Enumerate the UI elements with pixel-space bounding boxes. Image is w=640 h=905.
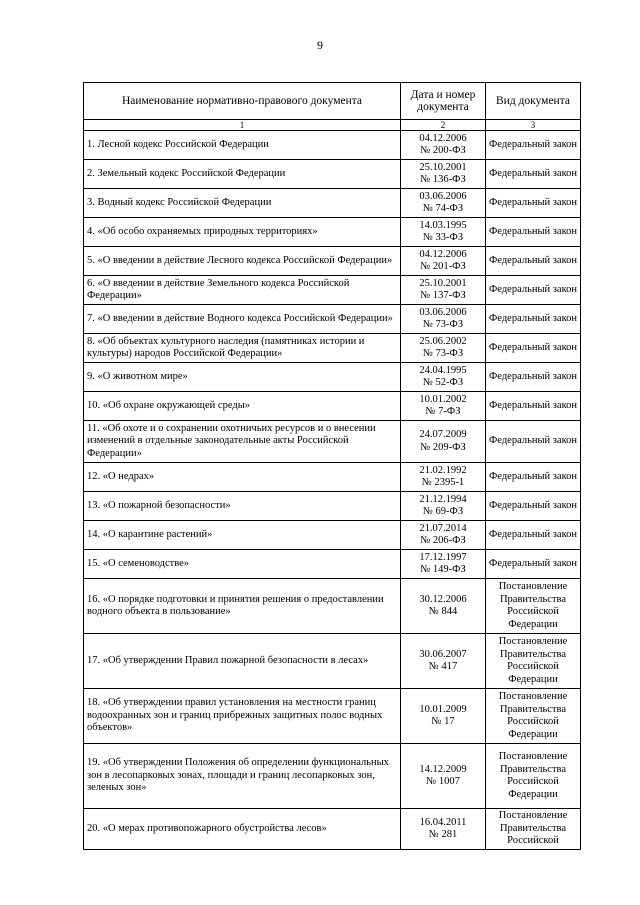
document-date: 03.06.2006 [419, 190, 467, 202]
document-type-cell: Федеральный закон [486, 421, 581, 463]
document-type-cell: Федеральный закон [486, 334, 581, 363]
date-number-cell [401, 131, 486, 160]
document-name-cell: 13. «О пожарной безопасности» [84, 492, 401, 521]
document-name-cell: 12. «О недрах» [84, 463, 401, 492]
document-date: 24.07.2009 [419, 429, 467, 440]
document-name-cell: 4. «Об особо охраняемых природных территориях» [84, 218, 401, 247]
header-date-number: Дата и номер документа [401, 83, 486, 120]
document-number: № 1007 [426, 776, 460, 787]
document-date: 04.12.2006 [419, 132, 467, 144]
table-row [84, 392, 581, 421]
table-row [84, 276, 581, 305]
document-type-cell: Федеральный закон [486, 463, 581, 492]
document-date: 10.01.2002 [419, 393, 467, 405]
document-type-cell: Постановление Правительства Российской [486, 809, 581, 850]
date-number-cell [401, 492, 486, 521]
document-number: № 73-ФЗ [422, 348, 464, 359]
document-number: № 73-ФЗ [422, 319, 464, 330]
document-type-cell: Федеральный закон [486, 550, 581, 579]
document-name-cell: 20. «О мерах противопожарного обустройства лесов» [84, 809, 401, 850]
document-name-cell: 2. Земельный кодекс Российской Федерации [84, 160, 401, 189]
date-number-cell [401, 744, 486, 809]
table-row [84, 160, 581, 189]
document-number: № 136-ФЗ [420, 174, 466, 185]
document-name-cell: 7. «О введении в действие Водного кодекса Российской Федерации» [84, 305, 401, 334]
header-document-name: Наименование нормативно-правового документа [84, 83, 401, 120]
document-date: 10.01.2009 [419, 703, 467, 715]
column-number: 1 [84, 120, 401, 131]
column-number: 3 [486, 120, 581, 131]
date-number-cell [401, 521, 486, 550]
date-number-cell [401, 463, 486, 492]
document-number: № 52-ФЗ [422, 377, 464, 388]
date-number-cell [401, 247, 486, 276]
table-row [84, 689, 581, 744]
document-number: № 206-ФЗ [420, 535, 466, 546]
document-name-cell: 6. «О введении в действие Земельного кодекса Российской Федерации» [84, 276, 401, 305]
document-name-cell: 3. Водный кодекс Российской Федерации [84, 189, 401, 218]
document-type-cell: Федеральный закон [486, 392, 581, 421]
date-number-cell [401, 809, 486, 850]
document-name-cell: 8. «Об объектах культурного наследия (памятниках истории и культуры) народов Российской Федерации» [84, 334, 401, 363]
table-row [84, 809, 581, 850]
date-number-cell [401, 421, 486, 463]
document-number: № 201-ФЗ [420, 261, 466, 272]
document-name-cell: 10. «Об охране окружающей среды» [84, 392, 401, 421]
document-type-cell: Федеральный закон [486, 160, 581, 189]
document-date: 04.12.2006 [419, 248, 467, 260]
date-number-cell [401, 305, 486, 334]
column-number: 2 [401, 120, 486, 131]
date-number-cell [401, 550, 486, 579]
header-document-type: Вид документа [486, 83, 581, 120]
document-name-cell: 18. «Об утверждении правил установления на местности границ водоохранных зон и границ прибрежных защитных полос водных объектов» [84, 689, 401, 744]
document-date: 14.12.2009 [419, 763, 467, 775]
table-row [84, 492, 581, 521]
table-row [84, 634, 581, 689]
document-type-cell: Постановление Правительства Российской Федерации [486, 689, 581, 744]
date-number-cell [401, 634, 486, 689]
document-number: № 74-ФЗ [422, 203, 464, 214]
document-name-cell: 1. Лесной кодекс Российской Федерации [84, 131, 401, 160]
document-type-cell: Федеральный закон [486, 276, 581, 305]
date-number-cell [401, 689, 486, 744]
document-type-cell: Федеральный закон [486, 363, 581, 392]
table-row [84, 218, 581, 247]
document-number: № 17 [431, 716, 455, 727]
document-number: № 7-ФЗ [425, 406, 461, 417]
document-date: 25.10.2001 [419, 161, 467, 173]
document-type-cell: Федеральный закон [486, 305, 581, 334]
document-number: № 2395-1 [421, 477, 465, 488]
document-number: № 844 [428, 606, 458, 617]
page-number: 9 [317, 38, 323, 52]
document-name-cell: 5. «О введении в действие Лесного кодекса Российской Федерации» [84, 247, 401, 276]
document-date: 21.02.1992 [419, 464, 467, 476]
table-row [84, 305, 581, 334]
document-type-cell: Федеральный закон [486, 218, 581, 247]
document-date: 25.10.2001 [419, 277, 467, 289]
document-date: 21.12.1994 [419, 493, 467, 505]
document-date: 21.07.2014 [419, 522, 467, 534]
document-number: № 281 [428, 829, 458, 840]
date-number-cell [401, 334, 486, 363]
document-name-cell: 11. «Об охоте и о сохранении охотничьих ресурсов и о внесении изменений в отдельные законодательные акты Российской Федерации» [84, 421, 401, 463]
document-date: 30.06.2007 [419, 648, 467, 660]
document-name-cell: 19. «Об утверждении Положения об определении функциональных зон в лесопарковых зонах, площади и границ лесопарковых зон, зеленых зон» [84, 744, 401, 809]
document-date: 16.04.2011 [419, 816, 467, 828]
column-number-row [84, 120, 581, 131]
table-row [84, 550, 581, 579]
table-row [84, 463, 581, 492]
table-row [84, 363, 581, 392]
date-number-cell [401, 218, 486, 247]
document-number: № 137-ФЗ [420, 290, 466, 301]
date-number-cell [401, 160, 486, 189]
table-row [84, 521, 581, 550]
table-row [84, 421, 581, 463]
document-type-cell: Постановление Правительства Российской Федерации [486, 634, 581, 689]
legal-documents-table [83, 82, 581, 850]
document-date: 17.12.1997 [419, 551, 467, 563]
document-number: № 33-ФЗ [422, 232, 464, 243]
document-number: № 417 [428, 661, 458, 672]
document-type-cell: Федеральный закон [486, 131, 581, 160]
document-type-cell: Федеральный закон [486, 521, 581, 550]
table-row [84, 579, 581, 634]
document-number: № 149-ФЗ [420, 564, 466, 575]
document-name-cell: 16. «О порядке подготовки и принятия решения о предоставлении водного объекта в пользование» [84, 579, 401, 634]
date-number-cell [401, 189, 486, 218]
document-date: 30.12.2006 [419, 593, 467, 605]
document-name-cell: 17. «Об утверждении Правил пожарной безопасности в лесах» [84, 634, 401, 689]
date-number-cell [401, 363, 486, 392]
document-number: № 200-ФЗ [420, 145, 466, 156]
date-number-cell [401, 276, 486, 305]
document-date: 03.06.2006 [419, 306, 467, 318]
document-date: 14.03.1995 [419, 219, 467, 231]
table-header-row [84, 83, 581, 120]
table-row [84, 247, 581, 276]
document-type-cell: Федеральный закон [486, 189, 581, 218]
table-row [84, 131, 581, 160]
document-type-cell: Федеральный закон [486, 247, 581, 276]
document-name-cell: 9. «О животном мире» [84, 363, 401, 392]
table-row [84, 744, 581, 809]
date-number-cell [401, 579, 486, 634]
document-type-cell: Постановление Правительства Российской Федерации [486, 744, 581, 809]
document-type-cell: Постановление Правительства Российской Федерации [486, 579, 581, 634]
document-type-cell: Федеральный закон [486, 492, 581, 521]
document-name-cell: 14. «О карантине растений» [84, 521, 401, 550]
document-name-cell: 15. «О семеноводстве» [84, 550, 401, 579]
date-number-cell [401, 392, 486, 421]
document-date: 25.06.2002 [419, 335, 467, 347]
document-date: 24.04.1995 [419, 364, 467, 376]
document-number: № 69-ФЗ [422, 506, 464, 517]
table-row [84, 189, 581, 218]
document-number: № 209-ФЗ [420, 441, 466, 453]
table-row [84, 334, 581, 363]
